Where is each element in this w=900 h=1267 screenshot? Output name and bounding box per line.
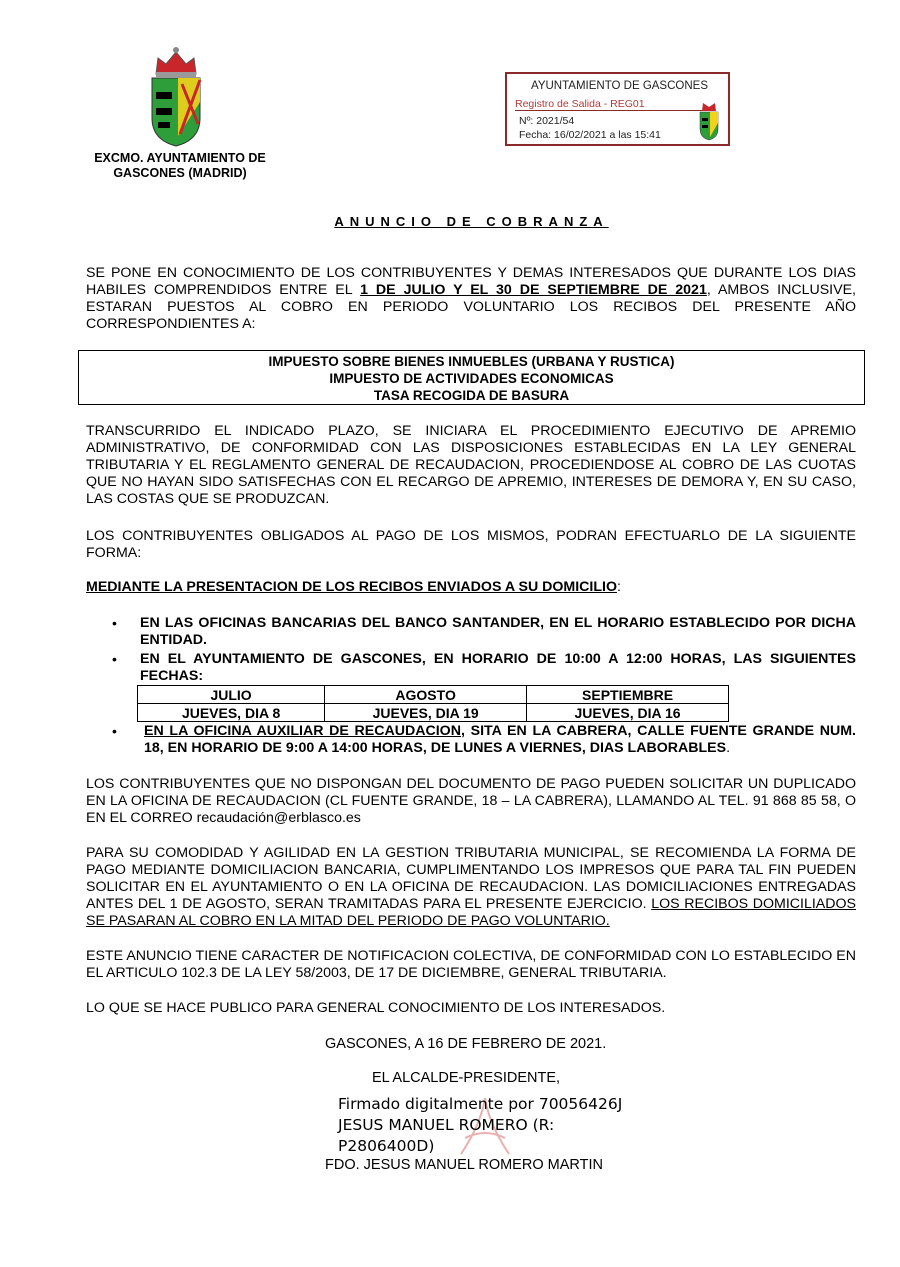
bullet-town-hall: EN EL AYUNTAMIENTO DE GASCONES, EN HORARIO DE 10:00 A 12:00 HORAS, LAS SIGUIENTES FECHAS: — [140, 651, 856, 684]
schedule-days-row — [138, 704, 729, 722]
duplicate-paragraph: LOS CONTRIBUYENTES QUE NO DISPONGAN DEL DOCUMENTO DE PAGO PUEDEN SOLICITAR UN DUPLICADO EN LA OFICINA DE RECAUDACION (CL FUENTE GRANDE, 18 – LA CABRERA), LLAMANDO AL TEL. 91 868 85 58, O EN EL CORREO recaudación@erblasco.es — [86, 776, 856, 826]
taxes-box — [78, 350, 865, 405]
issuer-line-1: EXCMO. AYUNTAMIENTO DE — [94, 151, 266, 165]
office-name: EN LA OFICINA AUXILIAR DE RECAUDACION — [144, 723, 461, 739]
schedule-header-cell: SEPTIEMBRE — [527, 686, 729, 704]
collection-period: 1 DE JULIO Y EL 30 DE SEPTIEMBRE DE 2021 — [360, 282, 707, 298]
place-date: GASCONES, A 16 DE FEBRERO DE 2021. — [325, 1036, 607, 1052]
stamp-number: Nº: 2021/54 — [519, 115, 575, 127]
apremio-paragraph: TRANSCURRIDO EL INDICADO PLAZO, SE INICIARA EL PROCEDIMIENTO EJECUTIVO DE APREMIO ADMINISTRATIVO, DE CONFORMIDAD CON LAS DISPOSICIONES ESTABLECIDAS EN LA LEY GENERAL TRIBUTARIA Y EL REGLAMENTO GENERAL DE RECAUDACION, PROCEDIENDOSE AL COBRO DE LAS CUOTAS QUE NO HAYAN SIDO SATISFECHAS CON EL RECARGO DE APREMIO, INTERESES DE DEMORA Y, EN SU CASO, LAS COSTAS QUE SE PRODUZCAN. — [86, 423, 856, 507]
method-heading-colon: : — [617, 579, 621, 595]
bullet-bank: EN LAS OFICINAS BANCARIAS DEL BANCO SANTANDER, EN EL HORARIO ESTABLECIDO POR DICHA ENTIDAD. — [140, 615, 856, 648]
digital-signature-block — [338, 1094, 622, 1157]
page-title: ANUNCIO DE COBRANZA — [334, 214, 609, 229]
signer-role: EL ALCALDE-PRESIDENTE, — [372, 1070, 561, 1086]
method-heading — [86, 579, 856, 596]
office-period: . — [726, 740, 731, 756]
direct-debit-text: PARA SU COMODIDAD Y AGILIDAD EN LA GESTION TRIBUTARIA MUNICIPAL, SE RECOMIENDA LA FORMA DE PAGO MEDIANTE DOMICILIACION BANCARIA, CUMPLIMENTANDO LOS IMPRESOS QUE PARA TAL FIN PUEDEN SOLICITAR EN EL AYUNTAMIENTO O EN LA OFICINA DE RECAUDACION. LAS DOMICILIACIONES ENTREGADAS ANTES DEL 1 DE AGOSTO, SERAN TRAMITADAS PARA EL PRESENTE EJERCICIO. — [86, 845, 856, 912]
schedule-header-row — [138, 686, 729, 704]
tax-item: IMPUESTO DE ACTIVIDADES ECONOMICAS — [329, 371, 614, 386]
stamp-title: AYUNTAMIENTO DE GASCONES — [531, 80, 708, 92]
digital-signature-line-1: Firmado digitalmente por 70056426J — [338, 1095, 623, 1113]
payment-form-paragraph: LOS CONTRIBUYENTES OBLIGADOS AL PAGO DE LOS MISMOS, PODRAN EFECTUARLO DE LA SIGUIENTE FORMA: — [86, 528, 856, 561]
schedule-table — [137, 685, 729, 722]
stamp-date: Fecha: 16/02/2021 a las 15:41 — [519, 129, 661, 141]
schedule-day-cell: JUEVES, DIA 19 — [325, 704, 527, 722]
tax-item: TASA RECOGIDA DE BASURA — [373, 388, 570, 403]
schedule-header-cell: JULIO — [138, 686, 325, 704]
bullet-icon: • — [112, 723, 117, 739]
signed-by: FDO. JESUS MANUEL ROMERO MARTIN — [325, 1157, 603, 1173]
intro-part-2: , AMBOS INCLUSIVE, ESTARAN PUESTOS AL COBRO EN PERIODO VOLUNTARIO LOS RECIBOS DEL PRESENTE AÑO CORRESPONDIENTES A: — [86, 282, 856, 332]
public-paragraph: LO QUE SE HACE PUBLICO PARA GENERAL CONOCIMIENTO DE LOS INTERESADOS. — [86, 1000, 666, 1016]
bullet-icon: • — [112, 651, 117, 667]
issuer-block — [80, 151, 280, 181]
tax-item: IMPUESTO SOBRE BIENES INMUEBLES (URBANA Y RUSTICA) — [268, 354, 675, 369]
intro-paragraph — [86, 265, 856, 333]
direct-debit-note: LOS RECIBOS DOMICILIADOS SE PASARAN AL COBRO EN LA MITAD DEL PERIODO DE PAGO VOLUNTARIO. — [86, 896, 856, 929]
method-heading-text: MEDIANTE LA PRESENTACION DE LOS RECIBOS ENVIADOS A SU DOMICILIO — [86, 579, 618, 595]
stamp-register: Registro de Salida - REG01 — [515, 98, 715, 111]
issuer-line-2: GASCONES (MADRID) — [113, 166, 247, 180]
intro-part-1: SE PONE EN CONOCIMIENTO DE LOS CONTRIBUYENTES Y DEMAS INTERESADOS QUE DURANTE LOS DIAS HABILES COMPRENDIDOS ENTRE EL — [86, 265, 856, 298]
direct-debit-paragraph — [86, 845, 856, 930]
bullet-office — [144, 723, 856, 757]
notification-paragraph: ESTE ANUNCIO TIENE CARACTER DE NOTIFICACION COLECTIVA, DE CONFORMIDAD CON LO ESTABLECIDO EN EL ARTICULO 102.3 DE LA LEY 58/2003, DE 17 DE DICIEMBRE, GENERAL TRIBUTARIA. — [86, 948, 856, 981]
bullet-icon: • — [112, 615, 117, 631]
office-details: , SITA EN LA CABRERA, CALLE FUENTE GRANDE NUM. 18, EN HORARIO DE 9:00 A 14:00 HORAS, DE LUNES A VIERNES, DIAS LABORABLES — [144, 723, 856, 756]
stamp-crest-icon — [698, 99, 720, 141]
registry-stamp — [505, 72, 730, 146]
coat-of-arms-icon — [146, 44, 206, 148]
digital-signature-line-3: P2806400D) — [338, 1137, 435, 1155]
schedule-day-cell: JUEVES, DIA 16 — [527, 704, 729, 722]
schedule-day-cell: JUEVES, DIA 8 — [138, 704, 325, 722]
schedule-header-cell: AGOSTO — [325, 686, 527, 704]
digital-signature-line-2: JESUS MANUEL ROMERO (R: — [338, 1116, 555, 1134]
